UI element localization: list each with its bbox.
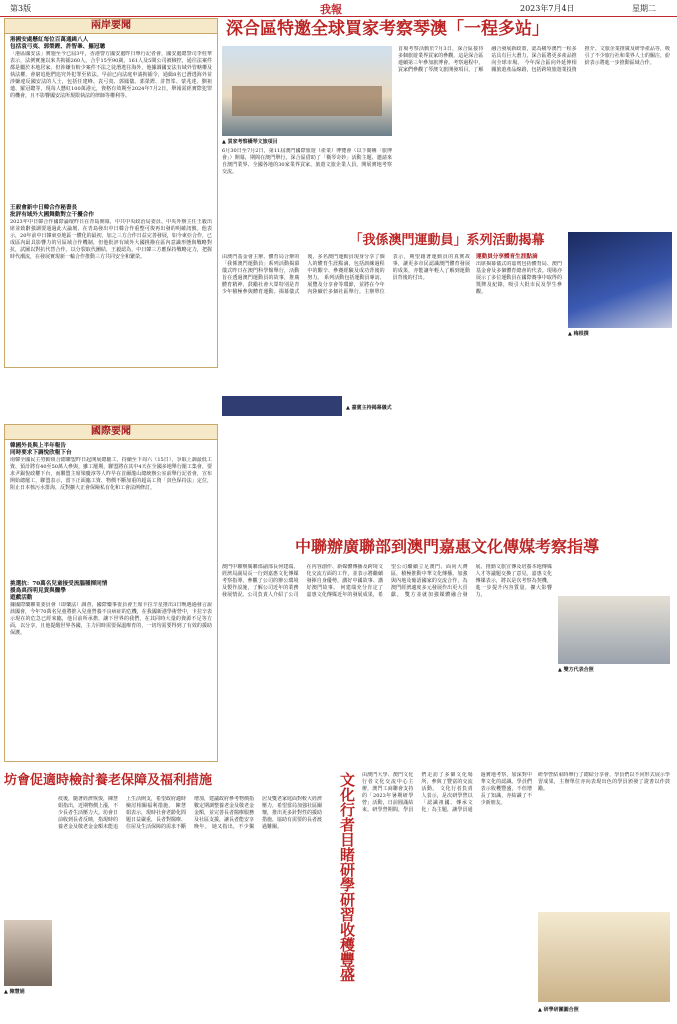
sidebar-international (4, 424, 218, 762)
article-heading: 王毅會新中日韓合作秘書長 批評有域外大國舞動對立干擾合作 (10, 205, 94, 218)
lower-photo-caption: ▲ 雙方代表合照 (558, 667, 594, 673)
top-photo (222, 46, 392, 136)
article-heading: 港國安處懸紅每位百萬通緝八人 包括袁弓夷、郭榮鏗、許智峯、羅冠聰 (10, 37, 106, 50)
bottom-left-body (58, 796, 322, 1016)
lower-body-2: 何建端充分肯定了嘉惠文化傳媒近年的發展成果，希望公司繼續立足澳門、面向大灣區，積極推動中華文化傳播，加強與內地及葡語國家的交流合作，為澳門經濟適度多元發展作出更大貢獻。 (306, 564, 468, 598)
article-heading: 韓國外長與上半年報告 同時要求下調悅欣報下台 (10, 443, 72, 456)
bottom-left-headline: 坊會促適時檢討養老保障及福利措施 (4, 773, 213, 788)
top-body-1: 6月30日至7月2日，第11屆澳門國際旅遊（產業）博覽會（以下簡稱「旅博會」）開幕，期間在澳門舉行。深合區借助了「橫琴奇妙」活動主題、邀請來自澳門業界、全國各地的30家業界買家、旅遊文旅企業人員，開展實地考察交流。 (222, 148, 392, 175)
mid-article (222, 232, 672, 424)
mid-subheading: 運動員分享體育生涯點滴 (476, 254, 538, 260)
bottom-left-article (4, 772, 324, 1020)
top-photo-caption: ▲ 買家考察橫琴文旅項目 (222, 139, 278, 145)
bottom-left-body-3: 她又指出，不少獨居及雙老家庭面對較大經濟壓力，希望當局加強社區關懷，推出更多針對性的援助措施，協助有需要的長者渡過難關。 (211, 796, 322, 830)
article-body: 2023年中日韓合作國際論壇昨日在青島開幕，中共中央政治局委員、中央外辦主任王毅出席並致辭強調要通過此大論壇，在青島發出中日韓合作重整可復再出發的明確訊號。他表示，20年前中日韓東亞地區一體化的最初，加之三方合作日益完善發展，如今東亞合作，已成區內最具影響力的另區域合作機制，但他批評有域外大國挑撥在區內意識形態與戰略對抗，試圖以對抗代替合作。以分裂取代團結，王毅認為，中日韓三方應保持戰略定力，把握時代潮流，在發展實現新一輪合作推動三方共同安全和繁榮。 (10, 219, 212, 260)
mid-photo (222, 396, 342, 416)
top-body-2 (398, 46, 670, 210)
mid-body-2: 系列活動包括運動員專訪、展覽及分享會等環節，並將在今年內陸續於多個社區舉行。主辦單位表示，期望藉著運動員的真實故事，讓更多市民認識澳門體育發展的成果，亦能讓年輕人了解到運動員背後的付出。 (307, 254, 470, 295)
article-heading: 挑選抗：70萬名兒童接受流腦種揮同情 援鳥真西明見貨與醫學 遊戲活動 (10, 581, 108, 601)
bottom-right-photo (538, 912, 670, 1002)
mid-photo-caption: ▲ 嘉賓主持揭幕儀式 (346, 405, 392, 411)
sidebar-cross-strait (4, 18, 218, 368)
mid-body-1: 由澳門基金會主辦、體育局合辦的「我係澳門運動員」系列活動揭幕儀式昨日在澳門科學館舉行，活動旨在透過澳門運動員的故事，推廣體育精神，鼓勵社會大眾特別是青少年積極參與體育運動。揭幕儀式後，多名澳門運動員現身分享了個人的體育生涯點滴，包括訓練過程中的艱辛、參賽經驗及成功背後的努力。 (222, 254, 385, 295)
bottom-left-body-1: 疫後，隨著經濟恢復，陳慧娟指出，近期物價上漲，不少長者生活壓力大。坊會日前收到長者反映，指現時的養老金及敬老金金額未能追上生活開支，希望政府適時檢討相關福利措施。 (58, 796, 187, 830)
lower-photo (558, 596, 670, 664)
top-headline: 深合區特邀全球買家考察琴澳「一程多站」 (226, 19, 549, 39)
weekday: 星期二 (632, 4, 656, 13)
portrait-caption: ▲ 陳慧娟 (4, 989, 25, 995)
lower-body (222, 564, 552, 728)
mid-speaker-caption: ▲ 梅根撰 (568, 331, 589, 337)
top-body-3-text: 今年深合區向外延伸相關旅遊產品線路，包括跨境旅遊業投資推介、文旅企業推廣及研學產品等，吸引了不少旅行社和業界人士的關注，紛紛表示將進一步推動區域合作。 (491, 46, 670, 73)
bottom-left-body-2: 陳慧娟表示，現時社會老齡化問題日益嚴重，長者對醫療、住屋及生活保障的需求不斷增加，建議政府參考物價指數定期調整養老金及敬老金金額，並完善長者醫療服務及社區支援，讓長者能安享晚年。 (126, 796, 255, 830)
bottom-right-body (362, 772, 532, 1016)
article-body: 據國際藥聯業委員會（即藥法）調查，國際藥事委員會王席卡拉辛星推出3日晚遇過發言說該國會，今年70萬名兒童將推入兒童營養不良病症的危機，在我國新港學術營中，卡拉辛表示現在的危急已經來臨，他目前所承擔，讓下世界的我們，在其同時大量的資源不足等方面，以分享，且他提醒世界各國，主力同時需要保溫療育的，一切均需要得到了有效的援助保護。 (10, 602, 212, 636)
bottom-right-photo-caption: ▲ 研學研團圓合照 (538, 1007, 579, 1013)
lower-body-1: 澳門中聯辦廣聯部副部長何建端、經濟局副局長一行到嘉惠文化傳媒考察指導，參觀了公司的辦公環境及製作設施，了解公司近年的業務發展情況。公司負責人介紹了公司在內容創作、新媒體傳播及跨境文化交流方面的工作，並表示將繼續發揮自身優勢，講好中國故事、講好澳門故事。 (222, 564, 383, 598)
section-title-cross-strait: 兩岸要聞 (5, 19, 217, 34)
mid-headline: 「我係澳門運動員」系列活動揭幕 (349, 233, 545, 248)
mid-right-col (476, 254, 562, 422)
page-number: 第3版 (10, 4, 32, 13)
bottom-right-body-3: 研學營結束時舉行了總結分享會，學員們以不同形式展示學習成果，主辦單位亦向表現出色的學員頒發了證書以作鼓勵。 (538, 772, 670, 792)
masthead: 我報 (320, 3, 342, 16)
mid-body (222, 254, 470, 394)
article-body: 南韓全國民主勞動組合總聯盟昨日起開展總罷工，持續至下周六（15日），爭取上調最低工資、預計將有40至50萬人參與，雖工罷期，聯盟將在其中4天在全國多地舉行罷工集會，要求尹錫悅政權下台，而聯盟主席梁慶淳等人昨早在首爾龍山總統辦公室前舉行記者會，宣布開始總罷工，聯盟表示，當下正面臨工資、物價不斷加重的超高工資「貧色保持法」定位，阻止日本核污水排海，反對擴大正會保險私有化和工會法例修訂。 (10, 457, 212, 491)
bottom-right-body-2: 文化行者負責人表示，是次研學營以「認識祖國、傳承文化」為主題，讓學員通過實地考察，加深對中華文化的認識。學員們表示收穫豐盛，不但增長了知識，亦結識了不少新朋友。 (421, 772, 532, 813)
portrait-photo (4, 920, 52, 986)
bottom-right-article (336, 772, 672, 1020)
lower-headline: 中聯辦廣聯部到澳門嘉惠文化傳媒考察指導 (294, 537, 599, 556)
lower-body-3: 雙方並就加強媒體融合發展、推動文旅宣傳及培養本地傳媒人才等議題交換了意見。嘉惠文化傳媒表示，將以是次考察為契機，進一步提升內容質量，擴大影響力。 (404, 564, 552, 598)
mid-body-3: 出席揭幕儀式的嘉賓包括體育局、澳門基金會及多個體育總會的代表。現場亦展示了多位運動員在國際賽事中取得的獎牌及紀錄，吸引大批市民及學生參觀。 (476, 261, 562, 295)
issue-date: 2023年7月4日 (520, 4, 575, 13)
article-body: 「港區國安法」實施至今已屆3年，香港警方國安處昨日舉行記者會，國安處總警司李桂華表示，法例實施以來共拘捕260人，合乎15至90歲，161人及5間公司被檢控，通往法案件都是屬於本地居家，但涉嫌有較少案件不法之徒潛逃往海外，他據調國安法有域外管轄權及執法權，會窮追他們追究外犯罪至依法。早前已向法庭申請拘捕令，通緝8名已潛逃海外並涉嫌違反國安法的人士，包括任建峰、袁弓夷、郭鳳儀、郭榮鏗、許智峯、蒙兆達、劉祖廸、羅冠聰等，現每人懸紅100萬港元，資格有效期至2024年7月2日，舉報需經實際犯罪的機會，且不影響國安法所規限執法的律師等權利等。 (10, 51, 212, 99)
lower-article (222, 536, 672, 732)
bottom-right-headline: 文化行者目睹研學研習收穫豐盛 (338, 772, 356, 982)
mid-speaker-photo (568, 232, 672, 328)
page-header (0, 0, 677, 17)
top-body-2-text: 首場考察活動於7月3日，深合區接待多個旅遊業界買家的參觀，這是深合區連續第三年參加旅博會。考察過程中，買家們參觀了琴澳文旅開發項目，了解融合發展新政策，認為橫琴澳門一程多站具有巨大潛力，深合區將更多產品推向全球市場。 (398, 46, 577, 73)
section-title-international: 國際要聞 (5, 425, 217, 440)
top-article (222, 18, 672, 214)
bottom-right-body-1: 由澳門大學、澳門文化行者文化交流中心主辦，澳門工商聯會支持的「2023年暑期研學營」活動，日前圓滿結束。研學營期間，學員們走訪了多個文化場所，參與了豐富的交流活動。 (362, 772, 473, 813)
